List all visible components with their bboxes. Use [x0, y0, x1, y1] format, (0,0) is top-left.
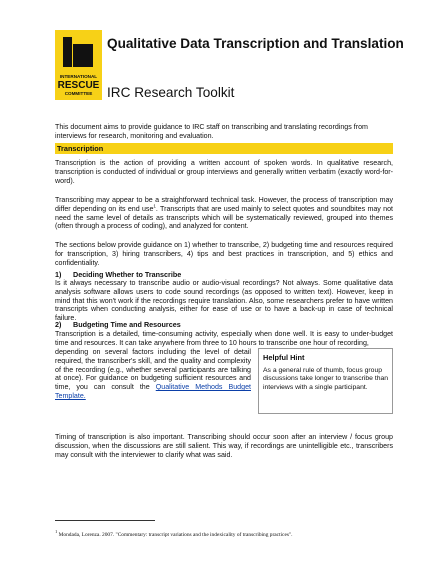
subheading-1-number: 1)	[55, 270, 62, 279]
logo-text-committee: COMMITTEE	[64, 91, 93, 96]
budget-template-link[interactable]: Qualitative Methods Budget Template.	[55, 383, 251, 400]
helpful-hint-text: As a general rule of thumb, focus group discussions take longer to transcribe than interviews with a single participant.	[263, 367, 389, 391]
footnote-mark: 1	[55, 529, 58, 535]
intro-paragraph: This document aims to provide guidance to IRC staff on transcribing and translating recordings from interviews for research, monitoring and evaluation.	[55, 123, 368, 141]
paragraph-2-text-b: . Transcripts that are used mainly to select quotes and soundbites may not need the same level of details as transcripts which will be systematically reviewed, grouped into themes (often through a process of coding), and analyzed for content.	[55, 204, 393, 231]
footnote	[55, 529, 395, 539]
timing-paragraph: Timing of transcription is also important. Transcribing should occur soon after an interview / focus group discussion, when the discussions are still salient. This way, if recordings are unintelligible etc., transcribers may consult with the interviewer to clarify what was said.	[55, 433, 393, 459]
transcription-paragraph-1: Transcription is the action of providing a written account of spoken words. In qualitative research, transcription is conducted of individual or group interviews and generally written verbatim (exactly word-for-word).	[55, 159, 393, 185]
transcription-paragraph-3: The sections below provide guidance on 1) whether to transcribe, 2) budgeting time and resources required for transcription, 3) hiring transcribers, 4) tips and best practices in transcription, and 5) ethics and confidentiality.	[55, 241, 393, 267]
footnote-text: Mondada, Lorenza. 2007. "Commentary: transcript variations and the indexicality of transcribing practices".	[58, 532, 293, 538]
subheading-2-number: 2)	[55, 320, 62, 329]
section-heading-transcription: Transcription	[55, 143, 393, 154]
paragraph-2-text-a: Transcribing may appear to be a straightforward technical task. However, the process of transcription may differ depending on its end use	[55, 196, 393, 213]
subheading-1-title: Deciding Whether to Transcribe	[73, 270, 182, 279]
logo-text-rescue: RESCUE	[57, 80, 100, 91]
footnote-divider	[55, 520, 155, 521]
logo-text-international: INTERNATIONAL	[59, 74, 98, 79]
budgeting-paragraph-full: Transcription is a detailed, time-consuming activity, especially when done well. It is easy to under-budget time and resources. It can take anywhere from three to 10 hours to transcribe one hour of recording,	[55, 330, 393, 347]
budgeting-text: depending on several factors including the level of detail required, the transcriber's skill, and the quality and complexity of the recording (e.g., whether several participants are talking at once). For guidance on budgeting sufficient resources and time, you can consult the	[55, 348, 251, 392]
subheading-budgeting	[55, 320, 181, 329]
subheading-deciding	[55, 270, 181, 279]
helpful-hint-title: Helpful Hint	[263, 353, 305, 362]
budgeting-paragraph-narrow	[55, 348, 251, 401]
transcription-paragraph-2	[55, 196, 393, 231]
logo-mark-left	[63, 37, 72, 67]
deciding-paragraph: Is it always necessary to transcribe audio or audio-visual recordings? Not always. Some qualitative data analysis software allows users to code sound recordings (as opposed to written text). However, keep in mind that this won't work if the recordings require translation. Also, some researchers prefer to have written transcripts when conducting analysis, either for ease of use or to have a back-up in case of technical failure.	[55, 279, 393, 323]
document-subtitle: IRC Research Toolkit	[107, 85, 235, 100]
logo-mark-right	[73, 44, 93, 67]
footnote-ref[interactable]: 1	[153, 203, 156, 209]
document-title: Qualitative Data Transcription and Translation	[107, 36, 404, 51]
subheading-2-title: Budgeting Time and Resources	[73, 320, 181, 329]
irc-logo	[55, 30, 102, 100]
